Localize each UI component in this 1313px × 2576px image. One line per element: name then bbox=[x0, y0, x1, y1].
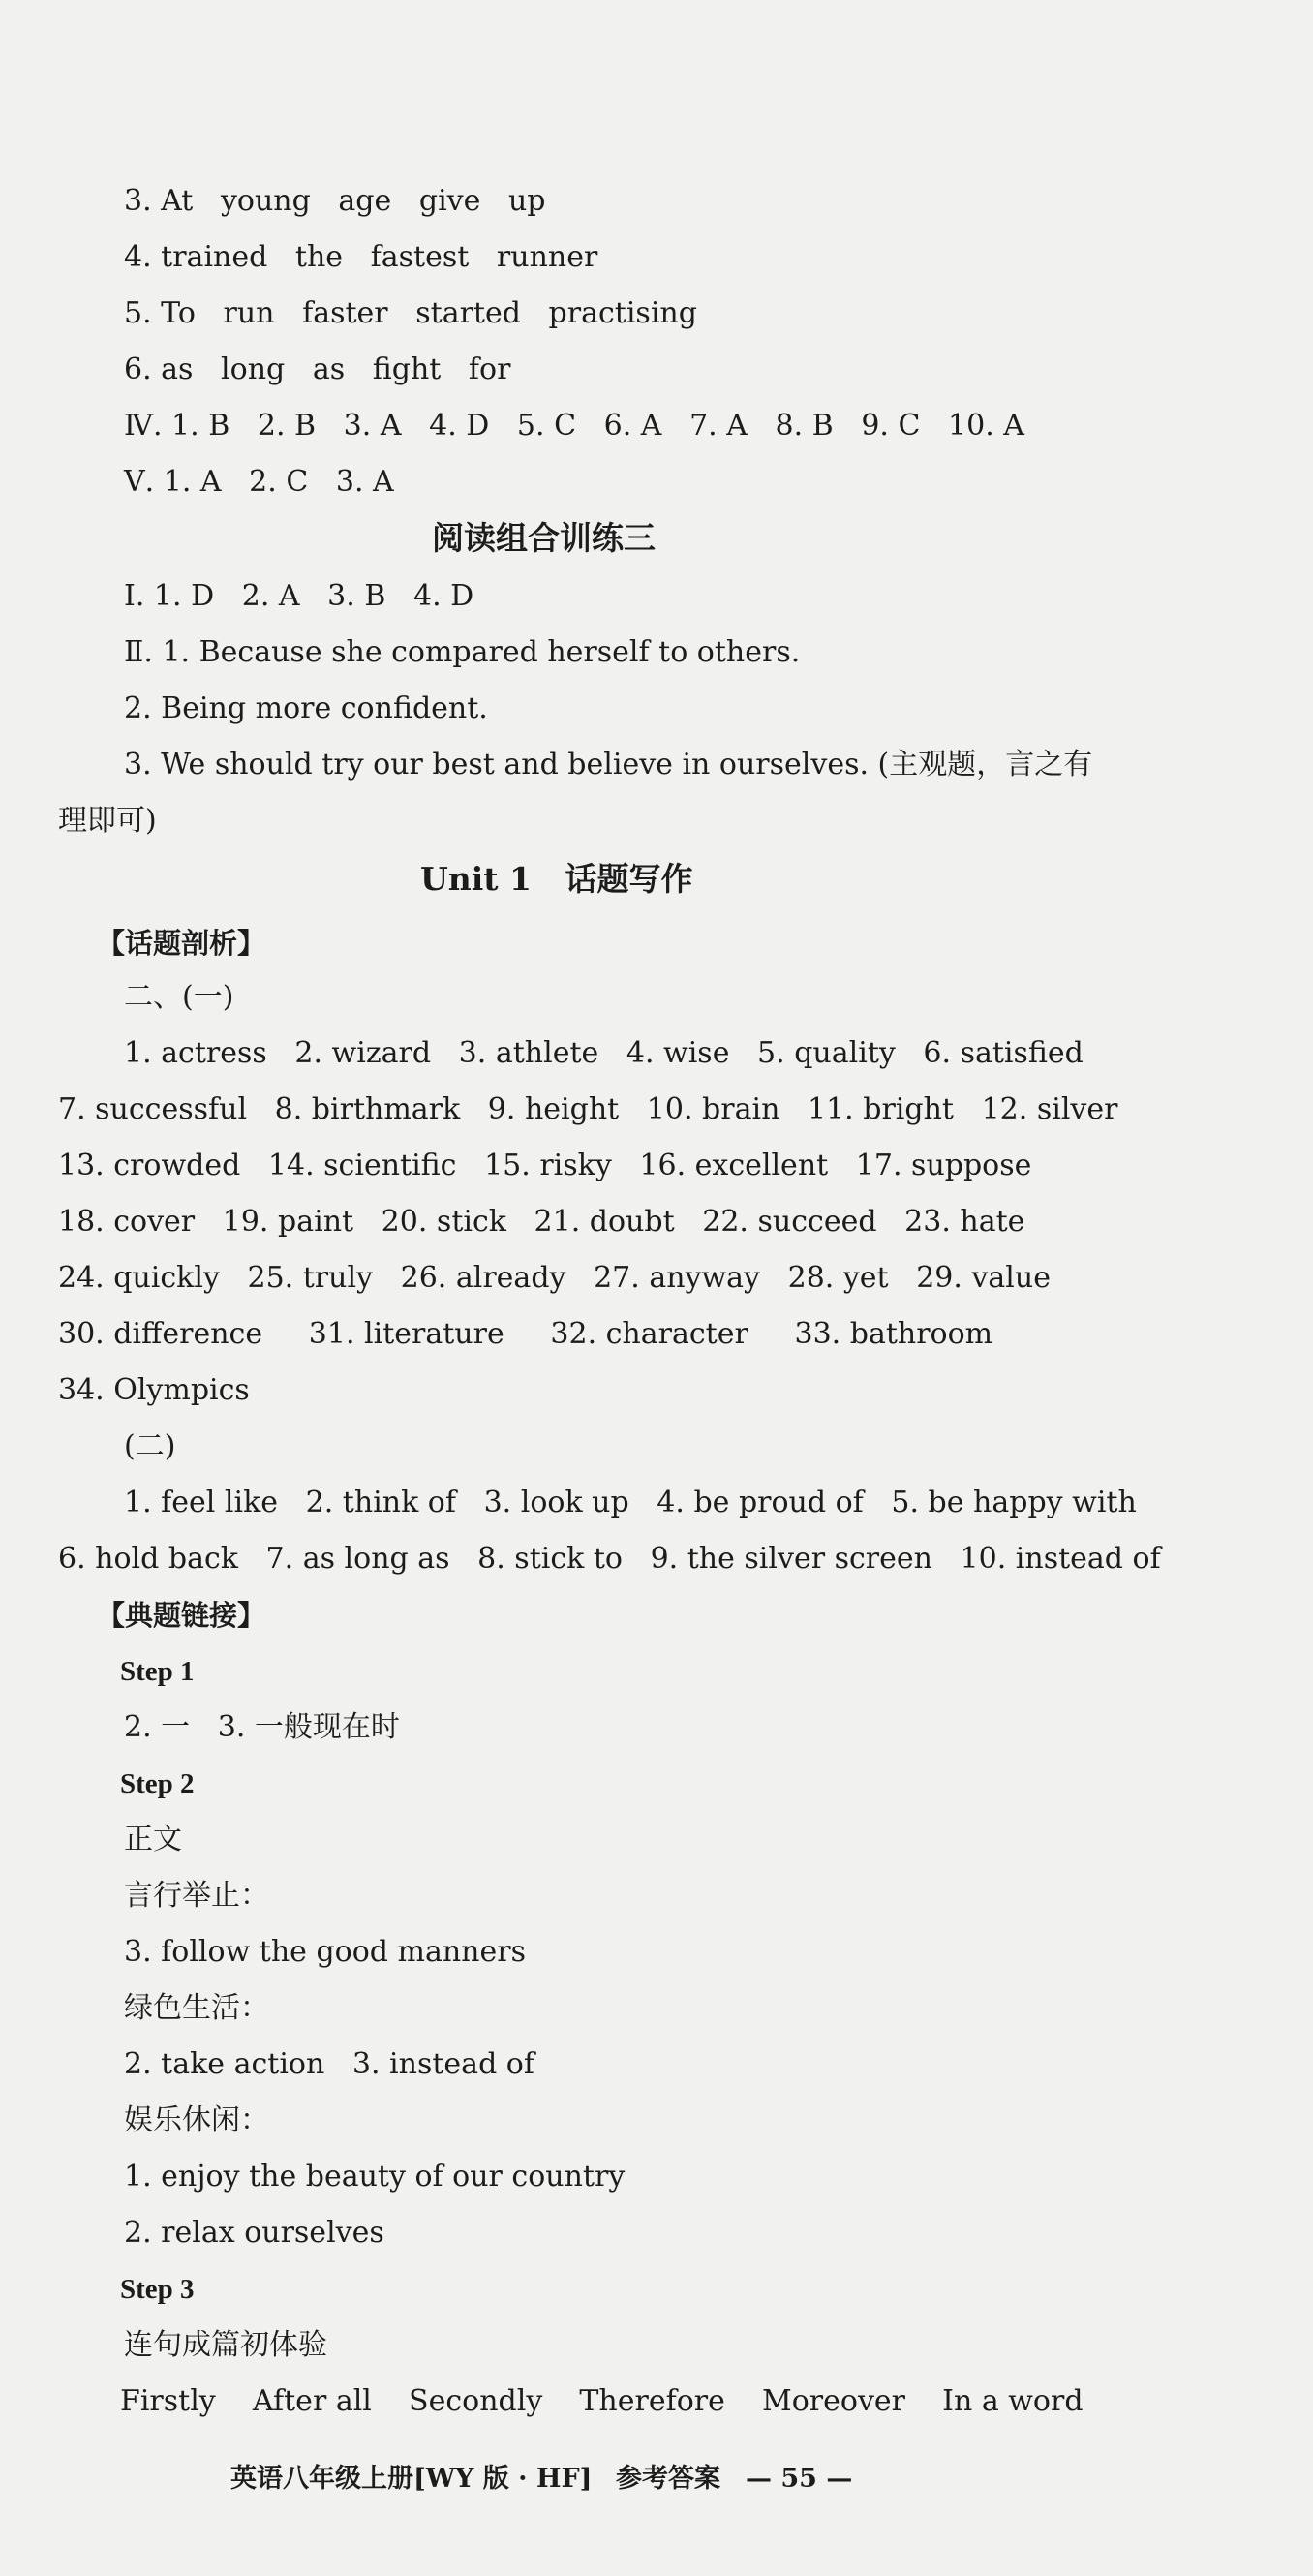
step2-line: 3. follow the good manners bbox=[124, 1935, 526, 1969]
footer-section: 参考答案 bbox=[616, 2464, 720, 2494]
step1-answer: 2. 一 3. 一般现在时 bbox=[124, 1710, 400, 1744]
vocab-line: 24. quickly 25. truly 26. already 27. anyway 28. yet 29. value bbox=[58, 1261, 1051, 1295]
part4-answers: Ⅳ. 1. B 2. B 3. A 4. D 5. C 6. A 7. A 8. B 9. C 10. A bbox=[124, 409, 1024, 443]
step2-line: 言行举止： bbox=[124, 1879, 269, 1913]
reading-part2-line: 3. We should try our best and believe in ourselves. (主观题，言之有 bbox=[124, 748, 1093, 782]
phrase-line: 1. feel like 2. think of 3. look up 4. be proud of 5. be happy with bbox=[124, 1486, 1137, 1519]
step3-words: Firstly After all Secondly Therefore Moreover In a word bbox=[120, 2384, 1084, 2418]
answer-line: 6. as long as fight for bbox=[124, 353, 511, 386]
vocab-line: 13. crowded 14. scientific 15. risky 16. excellent 17. suppose bbox=[58, 1149, 1032, 1182]
reading-part1: Ⅰ. 1. D 2. A 3. B 4. D bbox=[124, 579, 474, 613]
answer-line: 4. trained the fastest runner bbox=[124, 240, 598, 274]
reading-section-title: 阅读组合训练三 bbox=[432, 519, 656, 557]
step2-label: Step 2 bbox=[120, 1768, 195, 1799]
step2-line: 正文 bbox=[124, 1823, 182, 1856]
reading-part2-line: Ⅱ. 1. Because she compared herself to others. bbox=[124, 635, 801, 669]
topic-analysis-label: 【话题剖析】 bbox=[97, 927, 266, 960]
step2-line: 2. relax ourselves bbox=[124, 2216, 384, 2250]
vocab-line: 1. actress 2. wizard 3. athlete 4. wise 5. quality 6. satisfied bbox=[124, 1036, 1084, 1070]
step2-line: 2. take action 3. instead of bbox=[124, 2047, 534, 2081]
step2-line: 娱乐休闲： bbox=[124, 2103, 269, 2137]
subsection-label: (二) bbox=[124, 1429, 176, 1463]
phrase-line: 6. hold back 7. as long as 8. stick to 9. the silver screen 10. instead of bbox=[58, 1542, 1161, 1576]
step2-line: 绿色生活： bbox=[124, 1991, 269, 2025]
answer-line: 3. At young age give up bbox=[124, 184, 546, 218]
step3-label: Step 3 bbox=[120, 2274, 195, 2305]
vocab-line: 7. successful 8. birthmark 9. height 10. brain 11. bright 12. silver bbox=[58, 1092, 1118, 1126]
reading-part2-line: 2. Being more confident. bbox=[124, 691, 488, 725]
answer-line: 5. To run faster started practising bbox=[124, 296, 697, 330]
step2-line: 1. enjoy the beauty of our country bbox=[124, 2160, 626, 2193]
vocab-line: 18. cover 19. paint 20. stick 21. doubt 22. succeed 23. hate bbox=[58, 1205, 1025, 1239]
step1-label: Step 1 bbox=[120, 1656, 195, 1687]
typical-link-label: 【典题链接】 bbox=[97, 1599, 266, 1632]
subsection-label: 二、(一) bbox=[124, 980, 234, 1014]
unit-title: Unit 1 话题写作 bbox=[420, 860, 693, 898]
part5-answers: Ⅴ. 1. A 2. C 3. A bbox=[124, 465, 394, 499]
footer-book-title: 英语八年级上册[WY 版 · HF] bbox=[230, 2464, 593, 2494]
page-number: — 55 — bbox=[746, 2464, 853, 2494]
vocab-line: 34. Olympics bbox=[58, 1373, 250, 1407]
step3-title: 连句成篇初体验 bbox=[124, 2328, 327, 2362]
reading-part2-line: 理即可) bbox=[58, 804, 157, 838]
vocab-line: 30. difference 31. literature 32. character 33. bathroom bbox=[58, 1317, 993, 1351]
